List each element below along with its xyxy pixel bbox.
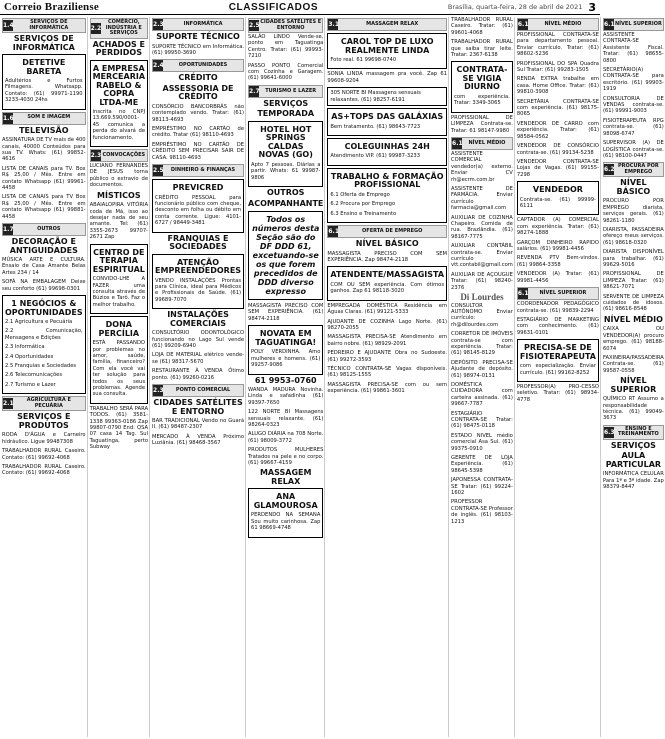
columns-container xyxy=(2,17,664,737)
subheading: DECORAÇÃO E ANTIGUIDADES xyxy=(9,237,78,255)
index-item: 2.4 Oportunidades xyxy=(5,353,54,360)
category-name: OPORTUNIDADES xyxy=(178,62,228,69)
classified-ad: SUPERVISOR (A) DE LOGÍSTICA contrata-se. (61) 98100-0447 xyxy=(602,140,664,159)
ad-title: DETETIVE BARETA xyxy=(22,58,66,76)
subheading: TEMPORADA xyxy=(257,109,315,119)
subheading: MASSAGEM RELAX xyxy=(259,468,312,486)
category-header xyxy=(152,384,244,397)
classified-ad: ESTAGIÁRIO CONTRATA-SE Tratar: (61) 98475-0118 xyxy=(451,410,513,430)
classified-ad xyxy=(152,254,244,310)
classified-ad xyxy=(248,488,323,537)
ad-body: CRÉDITO PESSOAL para funcionário público com cheque, desconto em folha ou débito em conta corrente. Ligue: 4101-6727 / 98449-3481 xyxy=(155,194,242,227)
advertiser-logo: Di Lourdes xyxy=(460,292,504,303)
classified-ad: MERCADO À VENDA Próximo Luziânia. (61) 98468-3567 xyxy=(152,433,245,447)
ad-body: Atendimento VIP. (61) 99987-3233 xyxy=(330,153,421,160)
category-name: ENSINO E TREINAMENTO xyxy=(617,425,659,438)
category-name: OUTROS xyxy=(37,225,61,232)
category-name: PONTO COMERCIAL xyxy=(175,386,231,393)
ad-body: ESTÁ PASSANDO por problemas no amor, saúde, família, financeiro? Com ela você vai ter solução para todos os seus problemas. Agende sua consulta. xyxy=(92,340,146,398)
classified-ad: MASSAGISTA PRECISO COM SEM EXPERIÊNCIA. Zap 98474-2118 xyxy=(327,250,448,263)
classified-ad: LOJA DE MATERIAL elétrico vende-se (61) 98317-5670 xyxy=(152,352,245,365)
classified-ad: DIARISTA, PASSADEIRA ofereço meus serviços. (61) 98618-0320 xyxy=(602,226,664,246)
category-name: NÍVEL SUPERIOR xyxy=(614,20,662,27)
category-header xyxy=(90,149,148,162)
column-2 xyxy=(90,17,150,737)
classified-ad: ASSISTENTE CONTRATA-SE Assistente Fiscal. Tratar: (61) 98655-0800 xyxy=(602,32,664,64)
category-number: 1.6 xyxy=(3,114,14,122)
category-header xyxy=(2,18,86,33)
category-header xyxy=(2,223,86,236)
ad-body: PERDENDO NA SEMANA Sou muito carinhosa. Zap 61 98669-4748 xyxy=(251,512,321,532)
subheading: SERVIÇOS E PRODUTOS xyxy=(17,412,71,430)
section-title: CLASSIFICADOS xyxy=(228,1,319,13)
page-number: 3 xyxy=(588,0,596,14)
category-header xyxy=(603,425,664,440)
classified-ad: SALÃO LINDO Vende-se, ponto em Taguatinga Centro. Tratar: (61) 99993-7210 xyxy=(248,34,324,60)
subheading: CRÉDITO xyxy=(178,73,218,83)
classified-ad: AUXILIAR DE COZINHA Chapeiro. Comida de rua. Brazlândia. (61) 98167-7775 xyxy=(451,214,513,240)
category-name: SERVIÇOS DE INFORMÁTICA xyxy=(29,19,69,31)
category-header xyxy=(603,162,664,177)
category-header xyxy=(603,18,664,31)
classified-ad: AJUDANTE DE COZINHA Lago Norte. (61) 98270-2055 xyxy=(327,318,448,331)
ad-title: CAROL TOP DE LUXO REALMENTE LINDA xyxy=(340,37,434,55)
classified-ad: RENDA EXTRA trabalhe em casa. Home Office. Tratar: (61) 99810-3908 xyxy=(516,76,599,96)
subheading: NÍVEL BÁSICO xyxy=(616,178,651,196)
classified-ad xyxy=(2,54,86,110)
classified-ad: TRABALHO SERÁ PARA TODOS. (61) 3581-1338 99363-0186 Zap 99807-0790 End: QSA 07 casa 14 Tag. Sul Taguatinga, perto Subway xyxy=(89,405,149,451)
classified-ad: CAPTADOR (A) COMERCIAL com experiência. Tratar: (61) 98274-1888 xyxy=(516,217,599,237)
classified-ad: SOFÁ NA EMBALAGEM Deixe seu conforto (61) 99698-0301 xyxy=(2,279,86,292)
classified-ad: COORDENADOR PEDAGÓGICO contrata-se. (61) 99839-2294 xyxy=(516,301,599,314)
classified-ad: CONSÓRCIO BANCORBRÁS não contemplado vendo. Tratar: (61) 98113-4693 xyxy=(152,103,245,123)
category-header xyxy=(152,59,244,72)
classified-ad xyxy=(517,181,599,215)
ad-title: A EMPRESA MERCEARIA RABELO & COPRA LTDA-ME xyxy=(92,63,146,107)
classified-ad: PROFISSIONAL CONTRATA-SE para departamento pessoal. Enviar currículo. Tratar: (61) 98602-5236 xyxy=(516,32,599,58)
category-number: 2.2 xyxy=(90,24,102,32)
classified-ad: AUXILIAR CONTÁBIL contrata-se. Enviar currículo vtt.contabil@gmail.com xyxy=(451,243,513,269)
category-number: 6.1 xyxy=(328,228,340,236)
subheading: NÍVEL BÁSICO xyxy=(355,239,419,249)
subheading: ACHADOS E PERDIDOS xyxy=(92,39,146,57)
category-name: MASSAGEM RELAX xyxy=(366,20,419,27)
classified-ad: RESTAURANTE À VENDA Ótimo ponto. (61) 99260-0216 xyxy=(152,368,245,381)
category-number: 2.5 xyxy=(249,22,260,29)
classified-ad: CONSULTORIA DE VENDAS contrata-se. (61) 99991-9003 xyxy=(602,95,664,115)
classified-ad: GARÇOM DINHEIRO RAPIDO salários. (61) 99981-4456 xyxy=(516,239,599,253)
category-name: SOM E IMAGEM xyxy=(27,114,71,121)
category-number: 2.7 xyxy=(249,87,260,95)
classified-ad: VENDEDOR (A) Tratar: (61) 99981-4456 xyxy=(516,271,599,284)
category-header xyxy=(248,18,323,33)
category-name: AGRICULTURA E PECUÁRIA xyxy=(26,397,71,409)
ad-body: inscrita no CNPJ 13.669.590/0001-45 comunica a perda do alvará de funcionamento. xyxy=(92,109,146,141)
classified-ad: PROFESSOR CONTRATA-SE Professor de inglês. (61) 98103-1213 xyxy=(451,499,513,525)
category-number: 2.4 xyxy=(153,62,164,70)
classified-ad: GERENTE DE LOJA Experiência. (61) 98645-5398 xyxy=(451,455,513,474)
classified-ad: ASSISTENTE DE FARMÁCIA. Enviar currículo farmacia@gmail.com xyxy=(451,186,513,212)
column-1 xyxy=(2,17,88,737)
category-number: 6.2 xyxy=(603,166,615,174)
classified-ad xyxy=(90,316,148,404)
subheading: OUTROS xyxy=(266,188,305,198)
classified-ad: TRABALHADOR RURAL Caseiro. Contato: (61) 99692-4068 xyxy=(2,448,86,461)
subheading: TELEVISÃO xyxy=(19,125,69,135)
category-header xyxy=(152,18,244,31)
subheading: CIDADES SATÉLITES E ENTORNO xyxy=(153,398,243,416)
category-name: NÍVEL MÉDIO xyxy=(468,139,506,146)
category-number: 2.3 xyxy=(153,387,164,395)
category-number: 6.3 xyxy=(603,428,615,436)
ad-title: ATENÇÃO EMPREENDEDORES xyxy=(155,257,242,276)
classified-ad: CORRETOR DE IMÓVEIS contrata-se com experiência. Tratar: (61) 98145-8129 xyxy=(451,331,513,357)
section-index xyxy=(327,168,447,223)
classified-ad: VENDEDOR DE CONSÓRCIO contrata-se. (61) 99134-5238 xyxy=(516,143,599,156)
ad-title: PREVICRED xyxy=(172,183,224,193)
category-header xyxy=(327,18,447,31)
subheading: SERVIÇOS DE INFORMÁTICA xyxy=(12,34,75,52)
classified-ad: ABAIALOPIRA VITÓRIA coda de Má, isso ao desejar nada de seu amante. Tel: (61) 3355-2673 99707-2671 Zap xyxy=(89,202,149,241)
classified-ad: ASSINATURA DE TV mais de 400 canais, 40000 Conteúdos para sua TV. Whats: (61) 99852-4616 xyxy=(2,137,86,163)
category-name: PROCURA POR EMPREGO xyxy=(618,163,659,175)
classified-ad: EMPREGADA DOMÉSTICA Residência em Águas Claras. (61) 99121-5333 xyxy=(327,302,448,316)
ad-body: COM OU SEM experiência. Com ótimos ganhos. Zap 61 98118-3020 xyxy=(330,281,445,295)
subheading: NÍVEL MÉDIO xyxy=(603,314,663,324)
classified-ad: RODA D'ÁGUA e Carneiro hidráulico. Ligue 99487308 xyxy=(2,432,86,445)
classified-ad: TRABALHADOR RURAL que saiba tirar leite. Tratar: 2367-6138 xyxy=(451,39,513,59)
classified-ad: MÚSICA ARTE E CULTURA. Ensaio de Casa Amante Belas Artes 234 / 14 xyxy=(2,257,86,276)
ad-title: NOVATA EM TAGUATINGA! xyxy=(255,329,317,347)
classified-ad: CONSULTÓRIO ODONTOLÓGICO funcionando no Lago Sul vende (61) 99209-6940 xyxy=(152,330,245,350)
classified-ad: TRABALHADOR RURAL Caseiro. Tratar: (61) 99601-4068 xyxy=(451,17,513,36)
classified-ad: SERVENTE DE LIMPEZA cuidados de idosos. (61) 98616-8548 xyxy=(602,293,664,313)
ad-title: CENTRO DE TERAPIA ESPIRITUAL xyxy=(92,247,145,274)
ad-title: ATENDENTE/MASSAGISTA xyxy=(330,270,445,280)
subheading: FRANQUIAS E SOCIEDADES xyxy=(167,233,229,252)
index-item: 2.5 Franquias e Sociedades xyxy=(5,363,77,370)
category-name: TURISMO E LAZER xyxy=(265,87,317,94)
category-number: 2.5 xyxy=(153,167,164,175)
classified-ad: PROCURO POR EMPREGO diarista, serviços gerais. (61) 98261-1180 xyxy=(602,198,664,224)
classified-ad xyxy=(451,61,513,112)
classified-ad: BAR TRADICIONAL Vendo no Guará II. (61) 98487-2307 xyxy=(152,418,245,431)
category-name: OFERTA DE EMPREGO xyxy=(362,227,423,234)
classified-ad: DIARISTA DISPONÍVEL para trabalhar. (61) 99629-5016 xyxy=(602,249,664,268)
column-6 xyxy=(451,17,515,737)
column-4 xyxy=(248,17,325,737)
column-5 xyxy=(327,17,449,737)
category-header xyxy=(90,18,148,39)
category-header xyxy=(152,164,244,177)
category-number: 6.1 xyxy=(603,21,615,28)
index-title: 1 NEGÓCIOS & OPORTUNIDADES xyxy=(5,299,83,317)
subheading: SUPORTE TÉCNICO xyxy=(156,32,240,41)
category-name: CIDADES SATÉLITES E ENTORNO xyxy=(260,19,322,31)
index-item: 2.6 Telecomunicações xyxy=(5,372,63,379)
index-item: 6.1 Oferta de Emprego xyxy=(330,191,390,198)
classified-ad: SECRETÁRIO(A) CONTRATA-SE para escritório. (61) 99903-1919 xyxy=(602,67,664,93)
classified-ad: ALUGO DIÁRIA na 708 Norte. (61) 98009-3772 xyxy=(248,431,324,444)
brand-logo: Correio Braziliense xyxy=(4,1,99,13)
column-7 xyxy=(517,17,601,737)
classified-ad: SUPORTE TÉCNICO em Informática. (61) 99950-3690 xyxy=(152,43,245,56)
category-number: 1.4 xyxy=(3,22,14,29)
category-name: NÍVEL MÉDIO xyxy=(544,20,582,27)
index-title: TRABALHO & FORMAÇÃO PROFISSIONAL xyxy=(330,171,444,190)
classified-ad: VENDEDOR CONTRATA-SE Lojas de Vagas. (61) 99155-7298 xyxy=(516,158,599,178)
classified-ad: REVENDA PTV Bem-vindos. (61) 99864-3358 xyxy=(516,255,599,268)
subheading: ACOMPANHANTE xyxy=(248,198,324,208)
ad-body: com experiência. Tratar: 3349-3065 xyxy=(454,93,510,107)
classified-ad: PROFISSIONAL DO SPA Quadra Sul Tratar: (61) 99283-1505 xyxy=(516,60,599,74)
classified-ad: PROFISSIONAL DE LIMPEZA Contrata-se. Tratar: 61 98147-9980 xyxy=(451,114,513,134)
ad-title: CONTRATA-SE VIGIA DIURNO xyxy=(456,65,508,92)
subheading: NÍVEL SUPERIOR xyxy=(610,376,657,394)
classified-ad: JAPONESSA CONTRATA-SE Tratar: (61) 99224-1602 xyxy=(451,477,513,497)
ad-title: VENDEDOR xyxy=(532,185,583,195)
category-header xyxy=(248,85,323,98)
classified-ad: FAXINEIRA/PASSADEIRA Contrata-se. (61) 99587-0558 xyxy=(602,354,664,374)
category-number: 6.1 xyxy=(517,21,529,28)
classified-ad: FISIOTERAPEUTA RPG contrata-se. (61) 98098-6747 xyxy=(602,117,664,137)
classified-ad: ASSISTENTE COMERCIAL vendedor(a) externo. Enviar CV rh@ecrm.com.br xyxy=(451,150,513,183)
classified-ad: ESTAGIÁRIO DE MARKETING com conhecimento. (61) 99631-0101 xyxy=(516,316,599,336)
phone-heading: 61 9953-0760 xyxy=(254,375,317,385)
classified-ad: TRABALHADOR RURAL Caseiro. Contato: (61) 99692-4068 xyxy=(2,463,86,477)
classified-ad: SONIA LINDA massagem pra você. Zap 61 99608-9204 xyxy=(327,71,448,84)
classified-ad: MASSAGISTA PRECISO COM SEM EXPERIÊNCIA. (61) 98474-2118 xyxy=(248,303,324,322)
classified-ad: QUÍMICO RT Assumo a responsabilidade técnica. (61) 99049-3673 xyxy=(602,396,664,422)
classified-ad: DOMÉSTICA CUIDADORA com carteira assinada. (61) 99667-7787 xyxy=(451,381,513,408)
classified-ad xyxy=(152,179,244,233)
category-header xyxy=(327,225,447,238)
subheading: SERVIÇOS xyxy=(610,440,656,450)
classified-ad: VENDEDOR DE CARRO com experiência. Tratar: (61) 98584-0562 xyxy=(516,120,599,140)
ad-title: COLEGUINHAS 24H xyxy=(344,141,430,151)
subheading: INSTALAÇÕES COMERCIAIS xyxy=(167,310,229,328)
classified-ad: AUXILIAR DE AÇOUGUE Tratar: (61) 98240-2376 xyxy=(451,271,513,291)
index-item: 2.2 Comunicação, Mensagens e Edições xyxy=(5,328,83,341)
index-item: 2.7 Turismo e Lazer xyxy=(5,381,56,388)
ad-body: Foto real. 61 99698-0740 xyxy=(330,57,397,63)
category-header xyxy=(2,396,86,411)
classified-ad xyxy=(248,325,323,374)
category-name: DINHEIRO & FINANÇAS xyxy=(170,166,236,173)
category-header xyxy=(451,137,513,150)
ad-body: Apto 7 pessoas. Diárias a partir. Whats: 61 99987-9806 xyxy=(251,161,321,181)
classified-ad: MASSAGISTA PRECISA-SE Atendimento em bairro nobre. (61) 98929-2091 xyxy=(327,334,448,347)
ad-body: Contrata-se. (61) 99999-6111 xyxy=(519,196,596,210)
subheading: SERVIÇOS xyxy=(263,98,309,108)
classified-ad xyxy=(327,266,447,300)
classified-ad: CONSULTOR AUTÔNOMO Enviar currículo: rh@dilourdes.com xyxy=(451,302,513,328)
classified-ad xyxy=(327,33,447,69)
classified-ad: PASSO PONTO Comercial com Cozinha e Garagem. (61) 99641-6000 xyxy=(248,62,324,82)
category-header xyxy=(2,112,86,125)
classified-ad xyxy=(90,244,148,315)
subheading: AULA PARTICULAR xyxy=(605,451,662,469)
category-number: 6.1 xyxy=(517,290,529,298)
classified-ad: PEDREIRO E AJUDANTE Obra no Sudoeste. (61) 99272-3593 xyxy=(327,350,448,363)
ad-body: CONVIDO-LHE A FAZER uma consulta através de Búzios e Tarô. Faz o melhor trabalho. xyxy=(92,276,146,308)
classified-ad: WANDA MADURA Novinha. Linda e safadinha (61) 99397-7650 xyxy=(248,387,324,406)
classified-ad xyxy=(327,108,447,136)
index-item: 2.3 Informática xyxy=(5,344,45,351)
classified-ad: CAIXA OU VENDEDOR(A) procuro emprego. (61) 98188-6074 xyxy=(602,326,664,352)
category-number: 2.3 xyxy=(90,152,102,160)
classified-ad: LISTA DE CANAIS para TV. Box R$ 25,00 / Mês. Entre em contato Whatsapp (61) 99961-4458 xyxy=(2,165,86,191)
ad-title: HOTEL HOT SPRINGS CALDAS NOVAS (GO) xyxy=(258,124,313,160)
classified-ad: PRODUTOS MULHERES Tratados na pele e no corpo. (61) 99667-4159 xyxy=(248,447,324,467)
category-number: 6.1 xyxy=(452,139,463,147)
category-number: 2.1 xyxy=(3,400,14,408)
column-8 xyxy=(603,17,665,737)
category-name: NÍVEL SUPERIOR xyxy=(539,289,587,296)
ad-body: Bem tratamento. (61) 98643-7723 xyxy=(330,123,421,130)
section-index xyxy=(2,295,86,394)
promo-box: Todos os números desta Seção são do DF DDD 61, excetuando-se os que forem precedidos de DDD diverso expresso xyxy=(248,211,323,300)
classified-ad xyxy=(90,60,148,148)
classified-ad xyxy=(327,138,447,166)
classified-ad: 305 NORTE BI Massagens sensuais relaxantes. (61) 98257-6191 xyxy=(327,87,447,106)
ad-body: com especialização. Enviar currículo. (61) 99162-8252 xyxy=(519,363,596,376)
classified-ad: LISTA DE CANAIS para TV Box R$ 25,00 / Mês. Entre em contato Whatsapp (61) 99881-4458 xyxy=(2,194,86,220)
classified-ad: INFORMÁTICA CELULAR Para 1ª e 3ª idade. Zap 98379-8447 xyxy=(602,471,664,491)
category-number: 3.1 xyxy=(328,21,340,28)
category-name: INFORMÁTICA xyxy=(183,20,223,27)
ad-title: PRECISA-SE DE FISIOTERAPEUTA xyxy=(519,343,596,361)
category-name: CONVOCAÇÕES xyxy=(102,151,146,158)
index-item: 2.1 Agricultura e Pecuária xyxy=(5,319,73,326)
subheading: MÍSTICOS xyxy=(97,190,141,200)
index-item: 6.3 Ensino e Treinamento xyxy=(330,210,397,217)
category-number: 2.3 xyxy=(153,21,164,28)
classified-ad: EMPRÉSTIMO NO CARTÃO de crédito. Tratar (61) 98110-4693 xyxy=(152,126,245,139)
classified-ad: 122 NORTE BI Massagens sensuais relaxante. (61) 98264-0323 xyxy=(248,409,324,429)
date-text: Brasília, quarta-feira, 28 de abril de 2021 xyxy=(447,3,583,11)
subheading: ASSESSORIA DE CRÉDITO xyxy=(162,83,234,102)
category-header xyxy=(517,287,599,300)
category-header xyxy=(517,18,599,31)
classified-ad: SECRETÁRIA CONTRATA-SE com experiência. (61) 98175-8065 xyxy=(516,98,599,118)
dateline xyxy=(448,1,596,14)
classified-ad: EMPRÉSTIMO NO CARTÃO DE CRÉDITO SEM PRECISAR SAIR DE CASA. 98110-4693 xyxy=(152,141,245,161)
category-number: 1.7 xyxy=(3,226,14,233)
ad-body: POLY VERDINHA. Amo mulheres e homens. (61) 99257-9086 xyxy=(251,349,321,369)
classified-ad: ESTADO NIVEL médio comercial Asa Sul. (61) 99375-0910 xyxy=(451,432,513,452)
classified-ad xyxy=(517,339,599,382)
index-item: 6.2 Procura por Emprego xyxy=(330,201,396,208)
classified-ad: MASSAGISTA PRECISA-SE com ou sem experiência. (61) 99861-3601 xyxy=(327,381,448,395)
ad-body: Adultérios e Furtos Filmagens. Whatsapp. Contato: (61) 99971-1190 3233-4030 24hs xyxy=(5,78,83,104)
classified-ad xyxy=(248,121,323,187)
category-name: COMÉRCIO, INDÚSTRIA E SERVIÇOS xyxy=(105,19,142,36)
classified-ad: TÉCNICO CONTRATA-SE Vagas disponíveis. (61) 98125-1555 xyxy=(327,365,448,379)
classified-ad: PROFISSIONAL DE LIMPEZA Tratar: (61) 98621-7071 xyxy=(602,271,664,291)
masthead xyxy=(0,0,600,15)
ad-title: DONA PERCÍLIA xyxy=(98,320,140,338)
ad-title: AS+TOPS DAS GALÁXIAS xyxy=(331,112,444,122)
column-3 xyxy=(152,17,246,737)
classified-ad: DEPÓSITO PRECISA-SE Ajudante de depósito. (61) 98974-0131 xyxy=(451,359,513,379)
ad-title: ANA GLAMOUROSA xyxy=(253,492,318,510)
ad-body: VENDO INSTALAÇÕES Prontas para Clínica, ideal para Médicos e Profissionais de Saúde. (61) 99689-7070 xyxy=(155,277,242,303)
classified-ad: LUCIANO FERNANDES DE JESUS torna público o extravio de documentos. xyxy=(89,163,149,189)
classified-ad: PROFESSOR(A) PRO-CESSO seletivo. Tratar: (61) 98934-4778 xyxy=(516,383,599,403)
